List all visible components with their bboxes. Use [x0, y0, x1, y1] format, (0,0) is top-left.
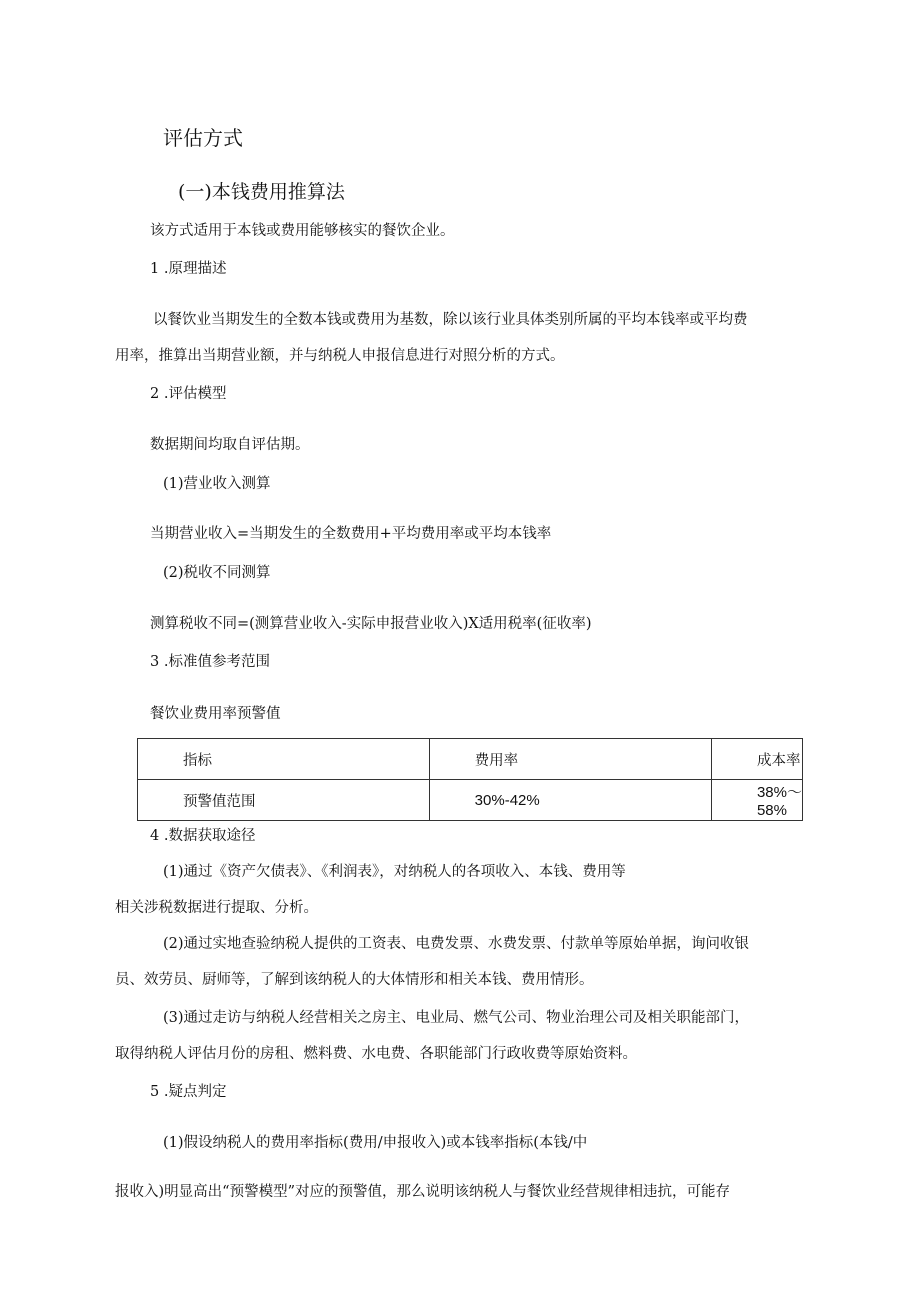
source-2-line-2: 员、效劳员、厨师等，了解到该纳税人的大体情形和相关本钱、费用情形。	[115, 972, 594, 988]
header-expense-rate: 费用率	[429, 739, 711, 780]
section-5-title: 5 .疑点判定	[150, 1084, 227, 1100]
tax-diff-title: (2)税收不同测算	[163, 565, 271, 581]
section-3-title: 3 .标准值参考范围	[150, 654, 270, 670]
method-subheading: (一)本钱费用推算法	[178, 181, 345, 203]
source-3-line-2: 取得纳税人评估月份的房租、燃料费、水电费、各职能部门行政收费等原始资料。	[115, 1046, 637, 1062]
suspicion-line-2: 报收入)明显高出“预警模型”对应的预警值，那么说明该纳税人与餐饮业经营规律相违抗，可能存	[115, 1184, 730, 1200]
section-heading: 评估方式	[163, 126, 243, 150]
table-caption: 餐饮业费用率预警值	[150, 706, 281, 722]
section-2-title: 2 .评估模型	[150, 386, 227, 402]
section-4-title: 4 .数据获取途径	[150, 828, 256, 844]
data-period-text: 数据期间均取自评估期。	[150, 437, 310, 453]
header-cost-rate: 成本率	[711, 739, 802, 780]
row-label: 预警值范围	[138, 780, 430, 821]
intro-paragraph: 该方式适用于本钱或费用能够核实的餐饮企业。	[150, 223, 455, 239]
source-1-line-1: (1)通过《资产欠债表》、《利润表》，对纳税人的各项收入、本钱、费用等	[163, 864, 626, 880]
principle-line-2: 用率，推算出当期营业额，并与纳税人申报信息进行对照分析的方式。	[115, 348, 565, 364]
section-1-title: 1 .原理描述	[150, 261, 227, 277]
revenue-calc-title: (1)营业收入测算	[163, 476, 271, 492]
table-row	[138, 780, 803, 821]
suspicion-line-1: (1)假设纳税人的费用率指标(费用/申报收入)或本钱率指标(本钱/中	[163, 1135, 588, 1151]
table-header-row	[138, 739, 803, 780]
source-1-line-2: 相关涉税数据进行提取、分析。	[115, 900, 318, 916]
header-indicator: 指标	[138, 739, 430, 780]
source-2-line-1: (2)通过实地查验纳税人提供的工资表、电费发票、水费发票、付款单等原始单据，询问收银	[163, 936, 750, 952]
expense-rate-range: 30%-42%	[429, 780, 711, 821]
tax-diff-formula: 测算税收不同=(测算营业收入-实际申报营业收入)X适用税率(征收率)	[150, 616, 592, 632]
warning-value-table	[137, 738, 803, 821]
principle-line-1: 以餐饮业当期发生的全数本钱或费用为基数，除以该行业具体类别所属的平均本钱率或平均费	[153, 312, 748, 328]
cost-rate-range: 38%〜58%	[711, 780, 802, 821]
revenue-formula: 当期营业收入=当期发生的全数费用+平均费用率或平均本钱率	[150, 526, 552, 542]
source-3-line-1: (3)通过走访与纳税人经营相关之房主、电业局、燃气公司、物业治理公司及相关职能部门，	[163, 1010, 750, 1026]
